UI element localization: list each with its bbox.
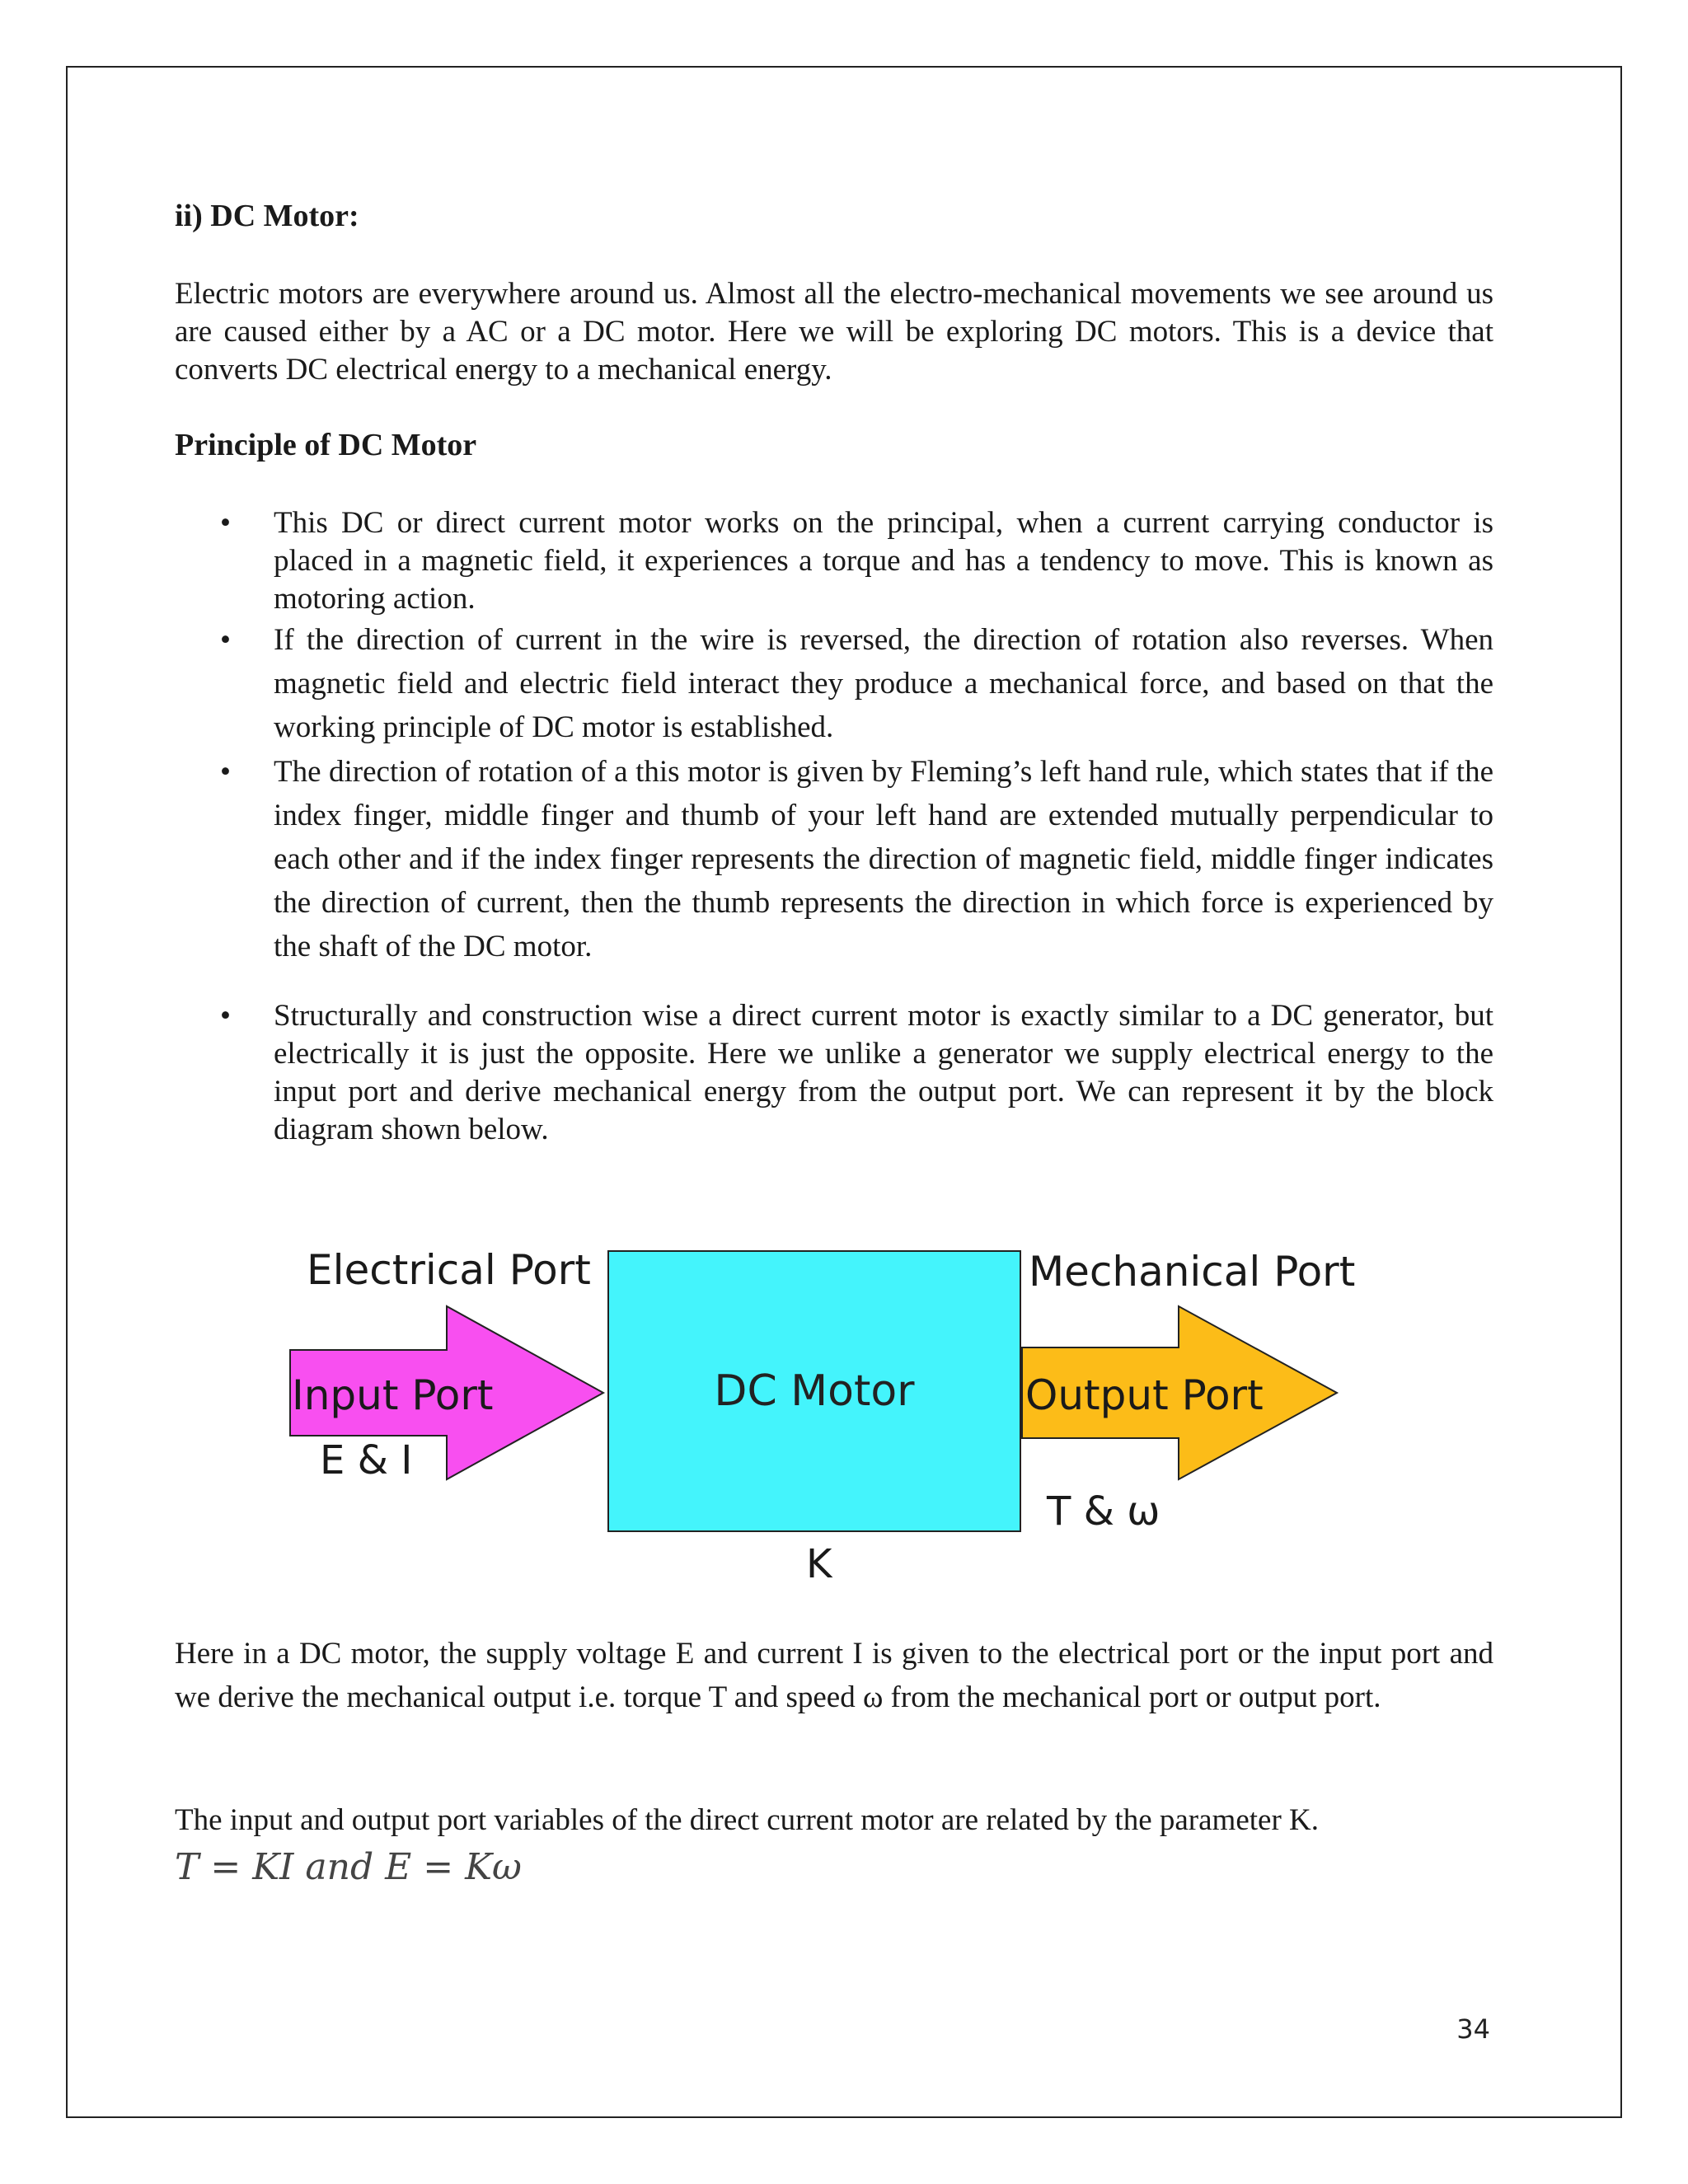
bullet-item <box>220 504 1493 618</box>
formula: T = KI and E = Kω <box>175 1846 522 1888</box>
bullet-text: The direction of rotation of a this motor is given by Fleming’s left hand rule, which states that if the index finger, middle finger and thumb of your left hand are extended mutually perpendicular to each other and if the index finger represents the direction of magnetic field, middle finger indicates the direction of current, then the thumb represents the direction in which force is experienced by the shaft of the DC motor. <box>274 755 1493 963</box>
bullet-text: If the direction of current in the wire is reversed, the direction of rotation also reverses. When magnetic field and electric field interact they produce a mechanical force, and based on that the working principle of DC motor is established. <box>274 623 1493 744</box>
input-port-label: Input Port <box>292 1371 494 1419</box>
bullet-text: This DC or direct current motor works on the principal, when a current carrying conductor is placed in a magnetic field, it experiences a torque and has a tendency to move. This is known as motoring action. <box>274 506 1493 616</box>
section-title: ii) DC Motor: <box>175 199 359 233</box>
dc-motor-label: DC Motor <box>714 1366 915 1416</box>
bullet-dot: • <box>220 999 231 1033</box>
bullet-dot: • <box>220 623 231 657</box>
block-diagram <box>280 1236 1368 1624</box>
bullet-item <box>220 750 1493 968</box>
input-variables: E & I <box>320 1437 413 1483</box>
mechanical-port-label: Mechanical Port <box>1029 1248 1356 1296</box>
bullet-text: Structurally and construction wise a direct current motor is exactly similar to a DC generator, but electrically it is just the opposite. Here we unlike a generator we supply electrical energy to the input port and derive mechanical energy from the output port. We can represent it by the block diagram shown below. <box>274 999 1493 1146</box>
principle-heading: Principle of DC Motor <box>175 428 477 462</box>
intro-paragraph: Electric motors are everywhere around us. Almost all the electro-mechanical movements we see around us are caused either by a AC or a DC motor. Here we will be exploring DC motors. This is a device that converts DC electrical energy to a mechanical energy. <box>175 277 1493 387</box>
bullet-dot: • <box>220 755 231 789</box>
relation-paragraph: The input and output port variables of the direct current motor are related by the parameter K. <box>175 1803 1319 1837</box>
bullet-item <box>220 997 1493 1149</box>
bullet-item <box>220 618 1493 749</box>
output-variables: T & ω <box>1047 1488 1160 1535</box>
output-port-label: Output Port <box>1025 1371 1264 1419</box>
block-diagram-svg <box>280 1236 1368 1624</box>
electrical-port-label: Electrical Port <box>307 1246 591 1294</box>
page-number: 34 <box>1456 2013 1490 2045</box>
bullet-dot: • <box>220 506 231 540</box>
parameter-k: K <box>806 1541 832 1587</box>
explanation-paragraph: Here in a DC motor, the supply voltage E and current I is given to the electrical port or the input port and we derive the mechanical output i.e. torque T and speed ω from the mechanical port or output port. <box>175 1637 1493 1714</box>
